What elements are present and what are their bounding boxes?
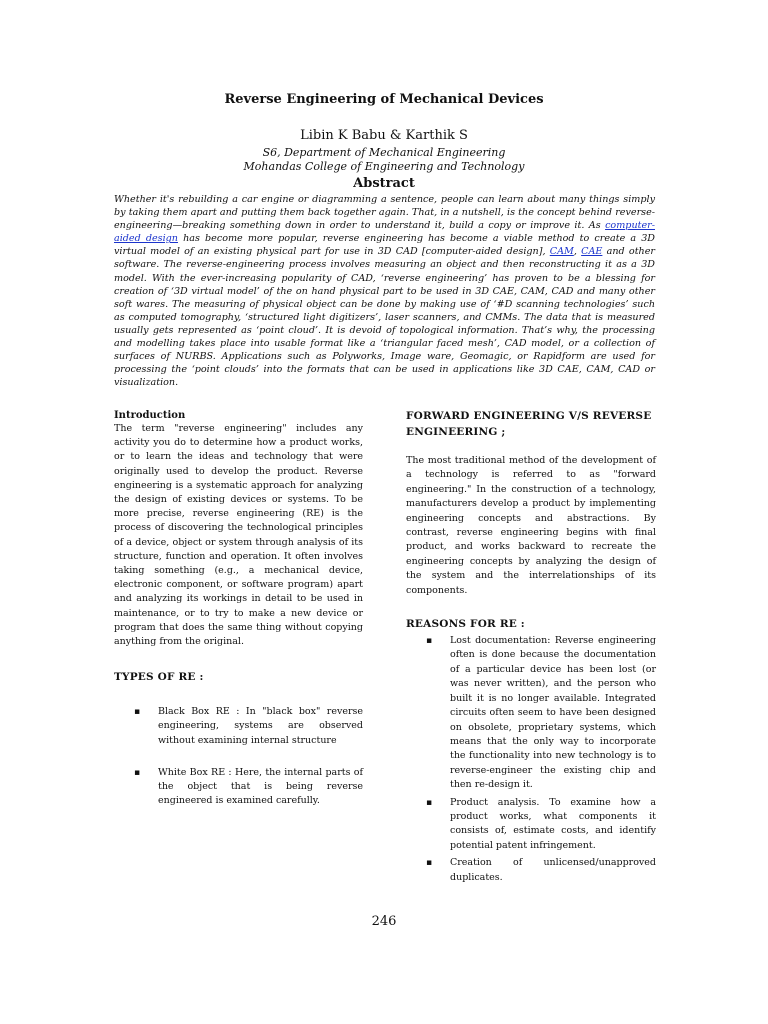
cae-link[interactable]: CAE [581,246,603,258]
list-item-text: Lost documentation: Reverse engineering often is done because the documentation of a particular device has been lost (or was never written), and the person who built it is no longer available. Integrated circuits often seem to have been designed on obsolete, proprietary systems, which means that the only way to incorporate the functionality into new technology is to reverse-engineer the existing chip and then re-design it. [450,635,656,791]
list-item-text: Creation of unlicensed/unapproved duplicates. [450,857,656,883]
paper-authors: Libin K Babu & Karthik S [300,128,468,143]
list-item-text: Black Box RE : In "black box" reverse engineering, systems are observed without examining internal structure [158,706,363,746]
list-item-text: White Box RE : Here, the internal parts of the object that is being reverse engineered is examined carefully. [158,766,363,807]
forward-engineering-heading: FORWARD ENGINEERING V/S REVERSE ENGINEERING ; [406,410,652,438]
abstract-text [114,193,655,389]
list-item [406,796,656,854]
computer-aided-design-link[interactable]: computer-aided design [114,220,655,245]
author-affiliation [0,146,768,174]
bullet-icon: ▪ [426,797,433,808]
left-column [114,409,363,808]
page-number: 246 [371,914,397,929]
affiliation-department: S6, Department of Mechanical Engineering [262,146,506,159]
cam-link[interactable]: CAM [549,246,574,258]
abstract-text-part: has become more popular, reverse engineering has become a viable method to create a 3D virtual model of an existing physical part for use in 3D CAD [computer-aided design], [114,233,655,258]
bullet-icon: ▪ [426,858,433,869]
abstract-text-separator: , [573,246,582,258]
abstract-text-part: Whether it's rebuilding a car engine or diagramming a sentence, people can learn about many things simply by taking them apart and putting them back together again. That, in a nutshell, is the concept behind reverse-engineering—breaking something down in order to understand it, build a copy or improve it. As [114,194,655,232]
right-column [406,408,656,885]
bullet-icon: ▪ [134,707,141,718]
abstract-heading: Abstract [353,176,415,191]
list-item-text: Product analysis. To examine how a product works, what components it consists of, estimate costs, and identify potential patent infringement. [450,796,656,851]
paper-title: Reverse Engineering of Mechanical Devices [224,92,544,107]
bullet-icon: ▪ [426,636,433,647]
bullet-icon: ▪ [134,767,141,778]
introduction-text: The term "reverse engineering" includes any activity you do to determine how a product works, or to learn the ideas and technology that were originally used to develop the product. Reverse engineering is a systematic approach for analyzing the design of existing devices or systems. To be more precise, reverse engineering (RE) is the process of discovering the technological principles of a device, object or system through analysis of its structure, function and operation. It often involves taking something (e.g., a mechanical device, electronic component, or software program) apart and analyzing its workings in detail to be used in maintenance, or to try to make a new device or program that does the same thing without copying anything from the original. [114,423,363,648]
list-item [406,634,656,792]
types-heading: TYPES OF RE : [114,671,204,684]
forward-engineering-text: The most traditional method of the development of a technology is referred to as "forward engineering." In the construction of a technology, manufacturers develop a product by implementing engineering concepts and abstractions. By contrast, reverse engineering begins with final product, and works backward to recreate the engineering concepts by analyzing the design of the system and the interrelationships of its components. [406,455,656,596]
types-list [114,705,363,808]
list-item [114,705,363,748]
affiliation-college: Mohandas College of Engineering and Technology [243,160,525,173]
list-item [114,766,363,809]
abstract-text-part: and other software. The reverse-engineering process involves measuring an object and then reconstructing it as a 3D model. With the ever-increasing popularity of CAD, ‘reverse engineering’ has proven to be a blessing for creation of ‘3D virtual model’ of the on hand physical part to be used in 3D CAE, CAM, CAD and many other soft wares. The measuring of physical object can be done by making use of ‘#D scanning technologies’ such as computed tomography, ‘structured light digitizers’, laser scanners, and CMMs. The data that is measured usually gets represented as ‘point cloud’. It is devoid of topological information. That’s why, the processing and modelling takes place into usable format like a ‘triangular faced mesh’, CAD model, or a collection of surfaces of NURBS. Applications such as Polyworks, Image ware, Geomagic, or Rapidform are used for processing the ‘point clouds’ into the formats that can be used in applications like 3D CAE, CAM, CAD or visualization. [114,246,655,389]
introduction-heading: Introduction [114,410,186,421]
reasons-list [406,634,656,885]
reasons-heading: REASONS FOR RE : [406,618,525,631]
list-item [406,856,656,885]
